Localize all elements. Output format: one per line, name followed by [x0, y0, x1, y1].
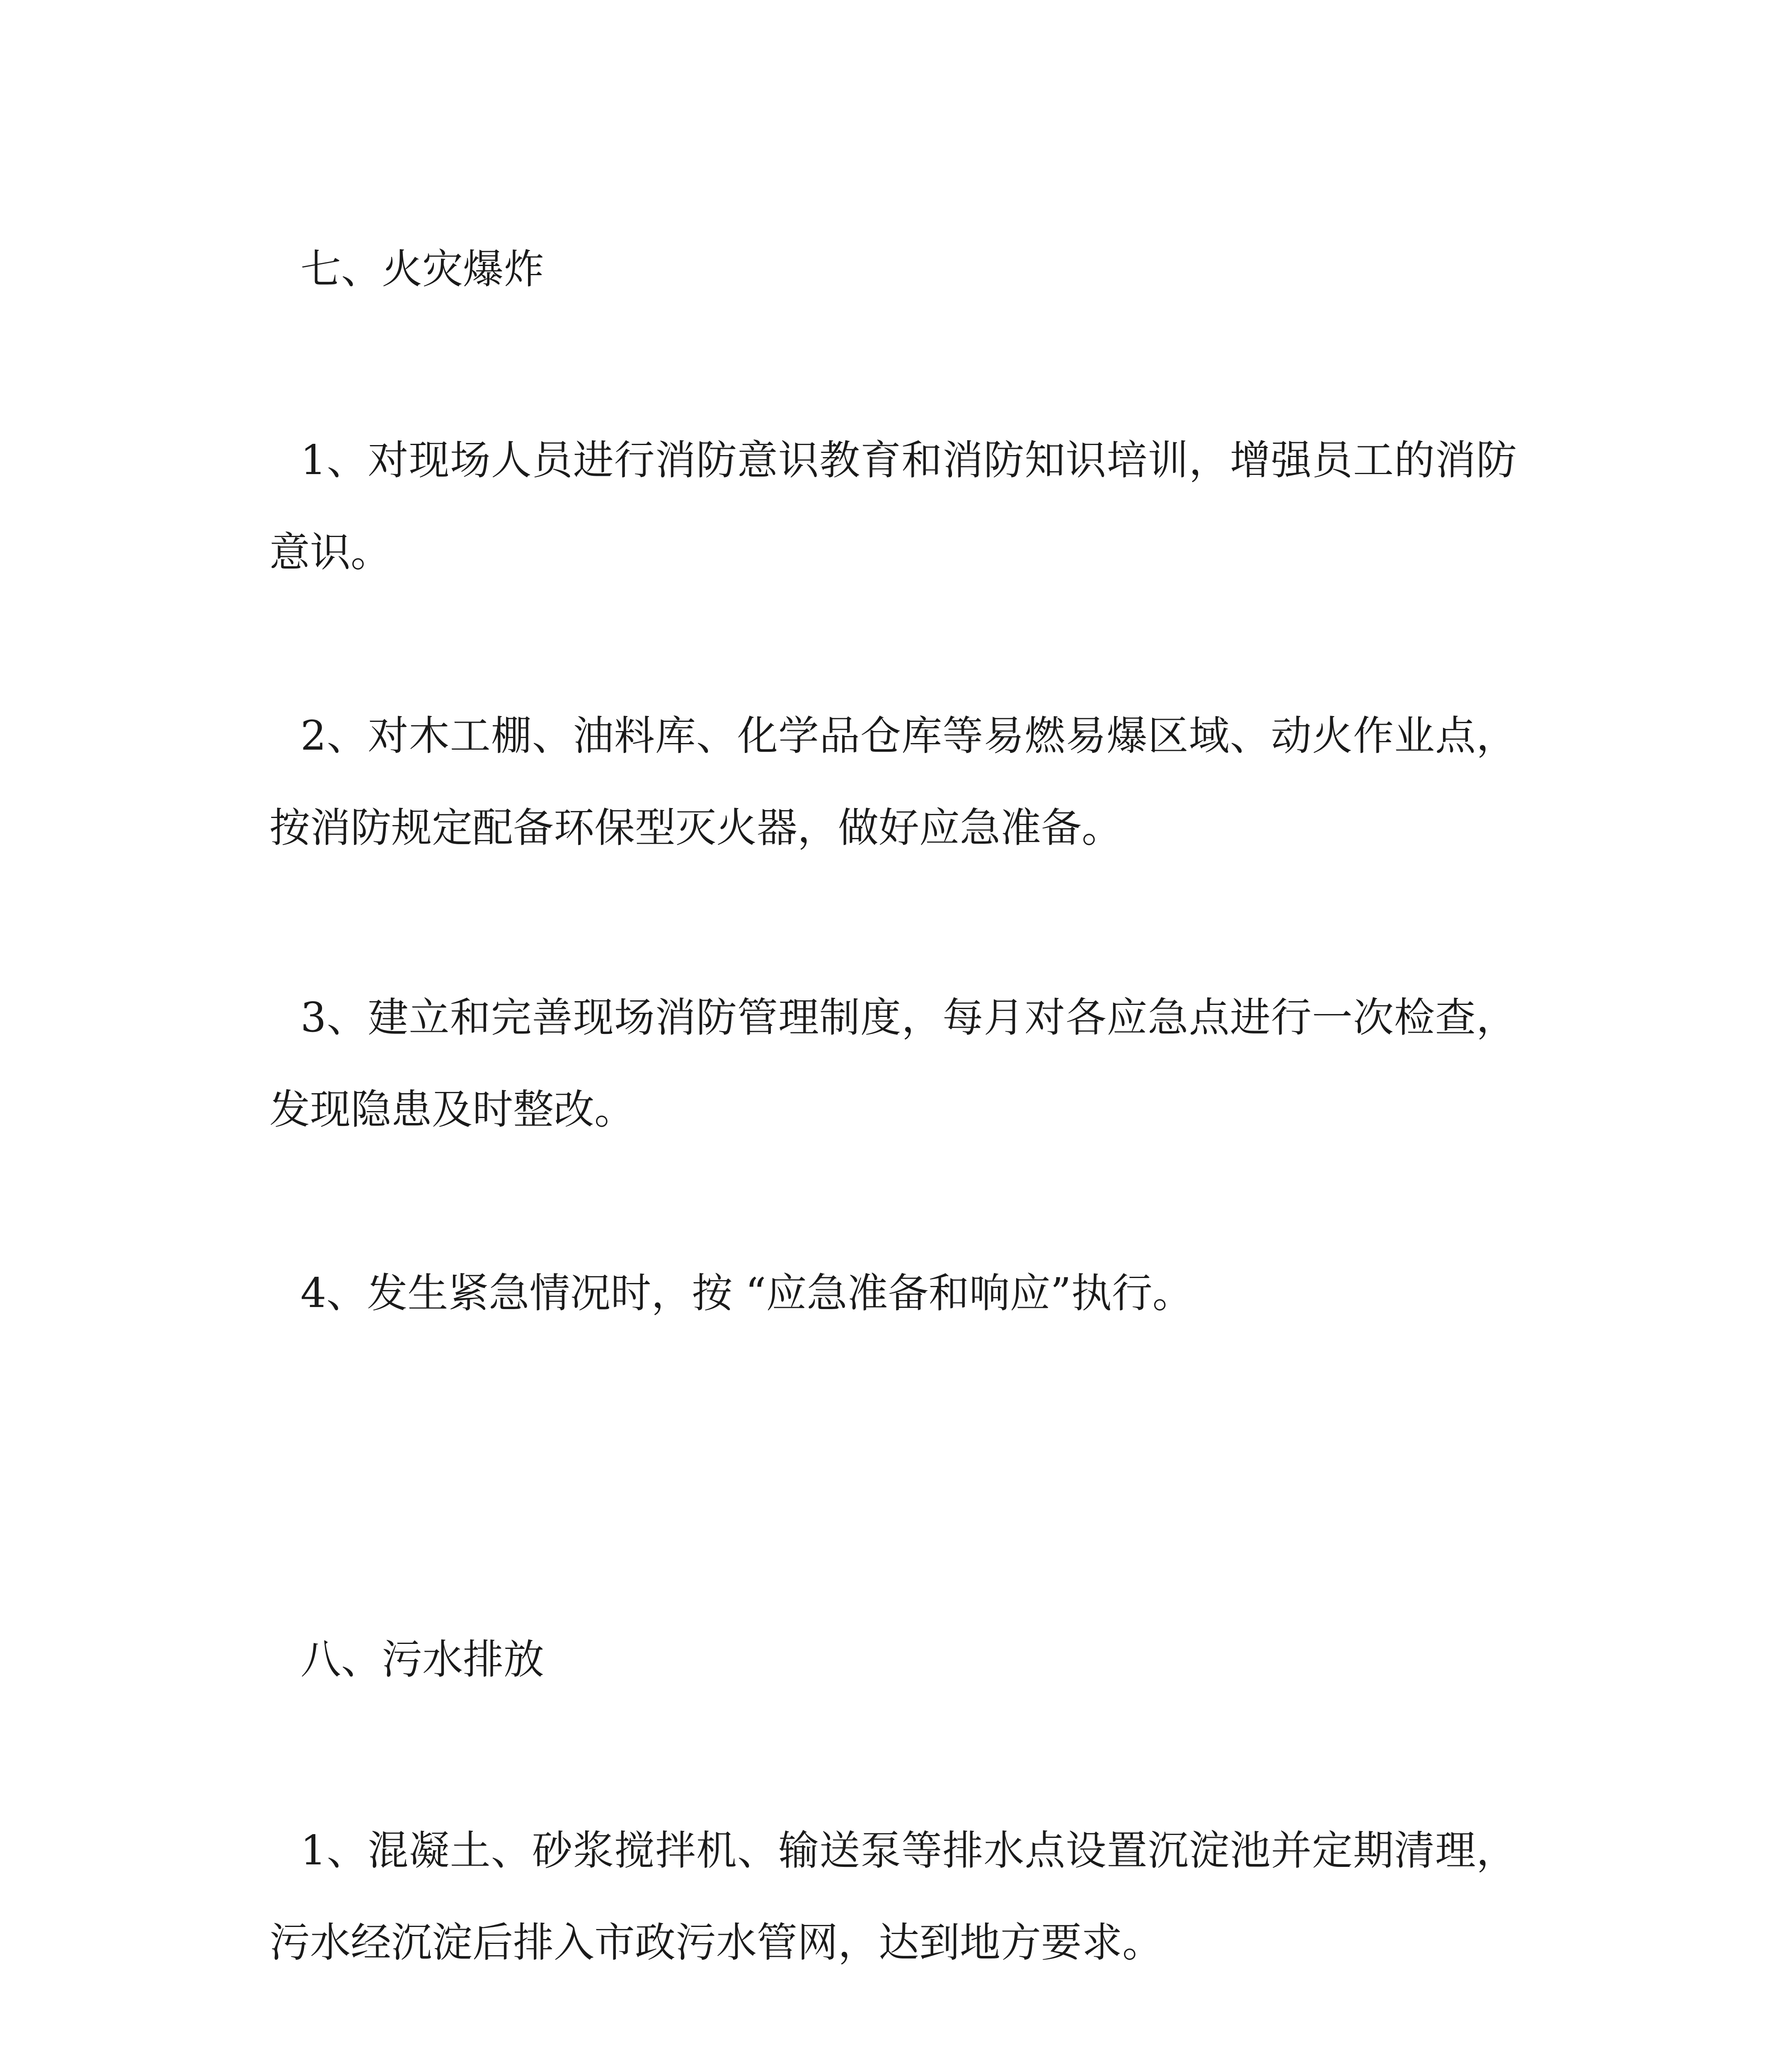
paragraph-sewage-1: 1、混凝土、砂浆搅拌机、输送泵等排水点设置沉淀池并定期清理，污水经沉淀后排入市政污水管网，达到地方要求。 [269, 1827, 1517, 1966]
paragraph-fire-2: 2、对木工棚、油料库、化学品仓库等易燃易爆区域、动火作业点，按消防规定配备环保型灭火器，做好应急准备。 [269, 712, 1517, 852]
section-heading-sewage: 八、污水排放 [300, 1636, 545, 1683]
section-heading-fire-explosion: 七、火灾爆炸 [300, 246, 545, 293]
paragraph-fire-1: 1、对现场人员进行消防意识教育和消防知识培训，增强员工的消防意识。 [269, 437, 1517, 576]
paragraph-fire-3: 3、建立和完善现场消防管理制度，每月对各应急点进行一次检查，发现隐患及时整改。 [269, 994, 1517, 1133]
paragraph-fire-4: 4、发生紧急情况时，按 “应急准备和响应”执行。 [300, 1270, 1193, 1317]
